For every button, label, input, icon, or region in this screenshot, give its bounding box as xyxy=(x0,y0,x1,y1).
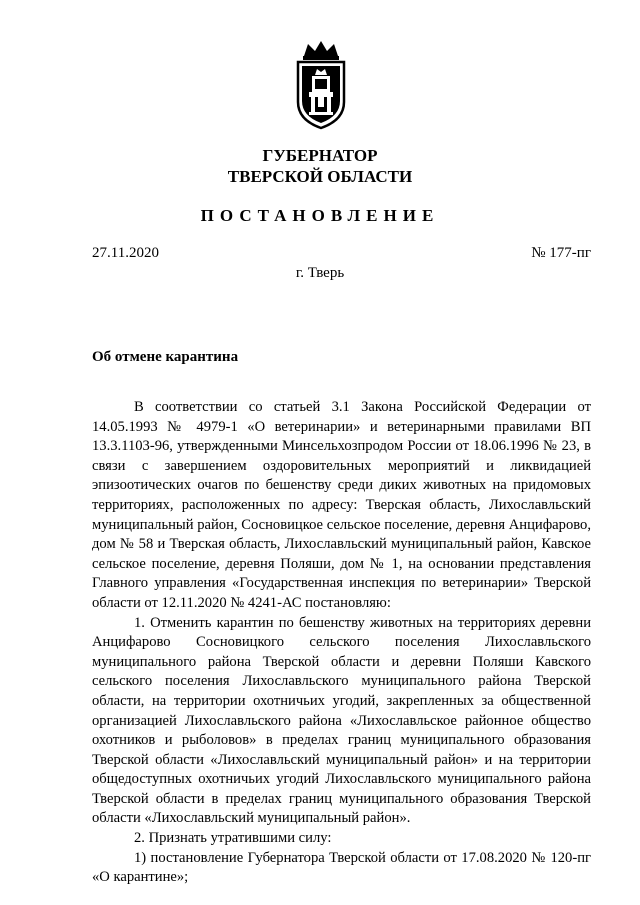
document-type: ПОСТАНОВЛЕНИЕ xyxy=(200,206,440,225)
org-name-line2: ТВЕРСКОЙ ОБЛАСТИ xyxy=(227,167,413,186)
document-subject: Об отмене карантина xyxy=(92,349,239,365)
document-city: г. Тверь xyxy=(295,265,345,281)
paragraph-item-1: 1. Отменить карантин по бешенству животных на территориях деревни Анцифарово Сосновицкого сельского поселения Лихославльского муниципального района Тверской области и деревни Поляши Кавского сельского поселения Лихославльского муниципального района Тверской области, на территории охотничьих угодий, закрепленных за общественной организацией Лихославльского района «Лихославльское районное общество охотников и рыболовов» в пределах границ муниципального образования Тверской области «Лихославльский муниципальный район» и на территории общедоступных охотничьих угодий Лихославльского муниципального района Тверской области в пределах границ муниципального образования Тверской области «Лихославльский муниципальный район». xyxy=(92,614,591,827)
tver-coat-of-arms-icon xyxy=(292,40,350,130)
document-number: № 177-пг xyxy=(531,245,591,261)
paragraph-preamble: В соответствии со статьей 3.1 Закона Российской Федерации от 14.05.1993 № 4979-1 «О ветеринарии» и ветеринарными правилами ВП 13.3.1103-96, утвержденными Минсельхозпродом России от 18.06.1996 № 23, в связи с завершением оздоровительных мероприятий и ликвидацией эпизоотических очагов по бешенству среди диких животных на придомовых территориях, расположенных по адресу: Тверская область, Лихославльский муниципальный район, Сосновицкое сельское поселение, деревня Анцифарово, дом № 58 и Тверская область, Лихославльский муниципальный район, Кавское сельское поселение, деревня Поляши, дом № 1, на основании представления Главного управления «Государственная инспекция по ветеринарии» Тверской области от 12.11.2020 № 4241-АС постановляю: xyxy=(92,399,591,611)
document-date: 27.11.2020 xyxy=(92,245,159,261)
paragraph-item-2-1: 1) постановление Губернатора Тверской области от 17.08.2020 № 120-пг «О карантине»; xyxy=(92,849,591,886)
org-name-line1: ГУБЕРНАТОР xyxy=(262,146,378,165)
document-body xyxy=(92,398,591,888)
paragraph-item-2: 2. Признать утратившими силу: xyxy=(134,830,332,847)
